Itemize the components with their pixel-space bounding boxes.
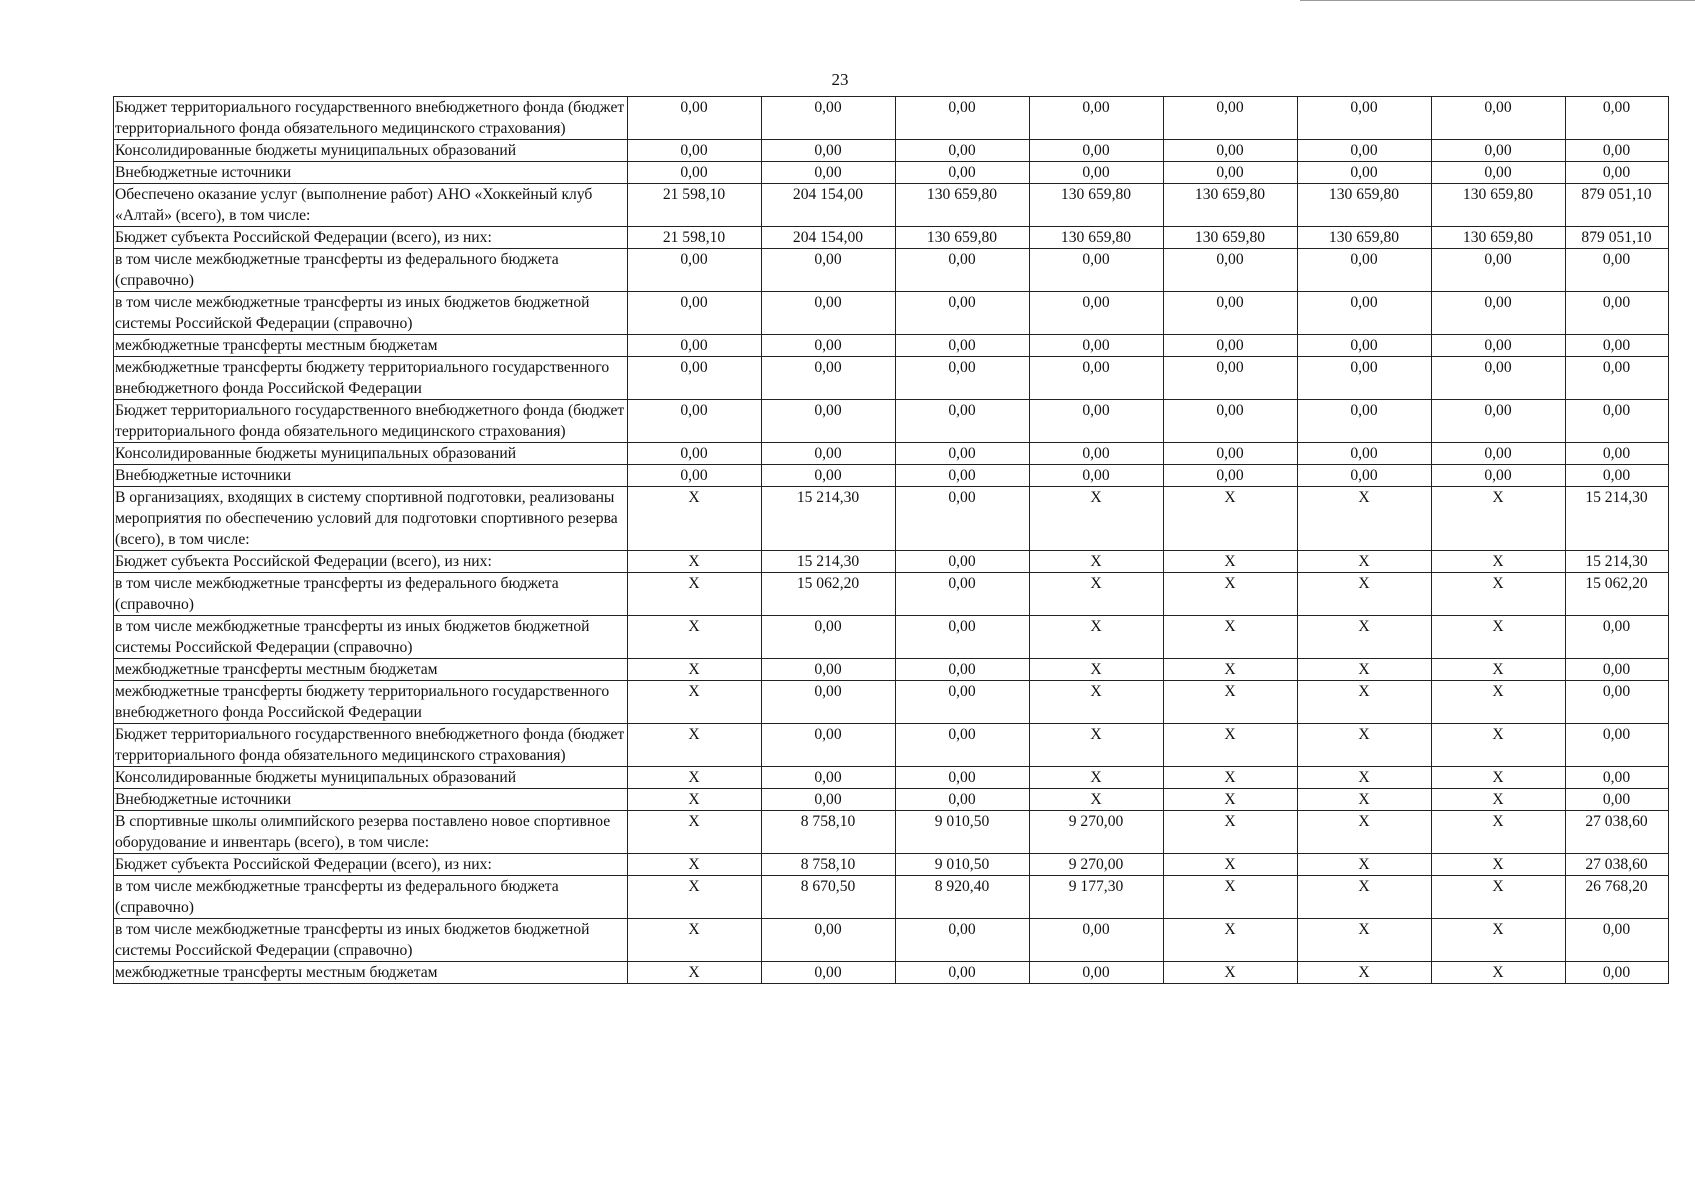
value-cell: 0,00 <box>1030 400 1164 443</box>
value-cell: 0,00 <box>1298 443 1432 465</box>
row-label: Консолидированные бюджеты муниципальных образований <box>114 443 628 465</box>
value-cell: 0,00 <box>896 724 1030 767</box>
value-cell: X <box>1298 854 1432 876</box>
value-cell: X <box>1298 616 1432 659</box>
row-label: Бюджет субъекта Российской Федерации (всего), из них: <box>114 551 628 573</box>
value-cell: 0,00 <box>1164 292 1298 335</box>
row-label: В спортивные школы олимпийского резерва поставлено новое спортивное оборудование и инвентарь (всего), в том числе: <box>114 811 628 854</box>
value-cell: 0,00 <box>1432 140 1566 162</box>
value-cell: 0,00 <box>1164 400 1298 443</box>
value-cell: 0,00 <box>762 357 896 400</box>
value-cell: 0,00 <box>1566 962 1669 984</box>
value-cell: 0,00 <box>896 465 1030 487</box>
value-cell: X <box>1164 724 1298 767</box>
scan-edge-line <box>1300 0 1695 1</box>
value-cell: 0,00 <box>1298 292 1432 335</box>
value-cell: 0,00 <box>1566 335 1669 357</box>
value-cell: 8 920,40 <box>896 876 1030 919</box>
table-row <box>114 854 1669 876</box>
row-label: в том числе межбюджетные трансферты из иных бюджетов бюджетной системы Российской Федерации (справочно) <box>114 616 628 659</box>
value-cell: X <box>628 811 762 854</box>
value-cell: 0,00 <box>1298 97 1432 140</box>
value-cell: 9 177,30 <box>1030 876 1164 919</box>
value-cell: 9 270,00 <box>1030 854 1164 876</box>
value-cell: X <box>1164 487 1298 551</box>
value-cell: X <box>1164 573 1298 616</box>
value-cell: 0,00 <box>1566 465 1669 487</box>
table-row <box>114 97 1669 140</box>
value-cell: 0,00 <box>896 162 1030 184</box>
value-cell: 0,00 <box>1164 357 1298 400</box>
value-cell: 204 154,00 <box>762 184 896 227</box>
value-cell: 0,00 <box>1030 335 1164 357</box>
value-cell: X <box>1164 811 1298 854</box>
value-cell: X <box>1030 767 1164 789</box>
row-label: в том числе межбюджетные трансферты из федерального бюджета (справочно) <box>114 249 628 292</box>
value-cell: 0,00 <box>1566 162 1669 184</box>
value-cell: 0,00 <box>628 292 762 335</box>
value-cell: X <box>1030 789 1164 811</box>
row-label: межбюджетные трансферты бюджету территориального государственного внебюджетного фонда Российской Федерации <box>114 357 628 400</box>
value-cell: 0,00 <box>762 443 896 465</box>
value-cell: 0,00 <box>628 140 762 162</box>
value-cell: X <box>628 573 762 616</box>
value-cell: 0,00 <box>1164 465 1298 487</box>
value-cell: X <box>628 789 762 811</box>
value-cell: 0,00 <box>1432 335 1566 357</box>
value-cell: X <box>1030 573 1164 616</box>
value-cell: X <box>628 724 762 767</box>
value-cell: 0,00 <box>762 292 896 335</box>
row-label: Внебюджетные источники <box>114 789 628 811</box>
value-cell: 27 038,60 <box>1566 854 1669 876</box>
value-cell: X <box>1164 962 1298 984</box>
value-cell: X <box>1164 659 1298 681</box>
value-cell: X <box>1030 487 1164 551</box>
value-cell: 0,00 <box>896 487 1030 551</box>
value-cell: X <box>1298 487 1432 551</box>
table-row <box>114 465 1669 487</box>
table-row <box>114 767 1669 789</box>
value-cell: 0,00 <box>762 140 896 162</box>
value-cell: 0,00 <box>1566 767 1669 789</box>
value-cell: 879 051,10 <box>1566 227 1669 249</box>
value-cell: 0,00 <box>896 97 1030 140</box>
value-cell: 15 062,20 <box>1566 573 1669 616</box>
value-cell: 0,00 <box>1298 249 1432 292</box>
value-cell: X <box>1298 659 1432 681</box>
value-cell: 130 659,80 <box>1432 227 1566 249</box>
value-cell: 0,00 <box>628 357 762 400</box>
value-cell: 130 659,80 <box>1298 184 1432 227</box>
value-cell: 0,00 <box>1030 962 1164 984</box>
value-cell: 0,00 <box>1164 140 1298 162</box>
value-cell: 0,00 <box>1298 335 1432 357</box>
value-cell: 0,00 <box>1432 443 1566 465</box>
value-cell: 0,00 <box>762 724 896 767</box>
value-cell: 0,00 <box>1566 292 1669 335</box>
value-cell: 15 214,30 <box>1566 487 1669 551</box>
value-cell: 0,00 <box>1432 400 1566 443</box>
value-cell: X <box>628 854 762 876</box>
value-cell: 9 010,50 <box>896 811 1030 854</box>
value-cell: X <box>1298 962 1432 984</box>
value-cell: 0,00 <box>1030 97 1164 140</box>
value-cell: X <box>1432 724 1566 767</box>
value-cell: 0,00 <box>1432 357 1566 400</box>
value-cell: X <box>1432 811 1566 854</box>
value-cell: 0,00 <box>1164 443 1298 465</box>
value-cell: 0,00 <box>762 97 896 140</box>
value-cell: 0,00 <box>1566 97 1669 140</box>
value-cell: 0,00 <box>1432 97 1566 140</box>
row-label: межбюджетные трансферты бюджету территориального государственного внебюджетного фонда Российской Федерации <box>114 681 628 724</box>
value-cell: 0,00 <box>896 681 1030 724</box>
value-cell: X <box>628 551 762 573</box>
value-cell: 21 598,10 <box>628 184 762 227</box>
value-cell: 0,00 <box>1030 162 1164 184</box>
table-row <box>114 919 1669 962</box>
value-cell: 0,00 <box>1298 162 1432 184</box>
row-label: в том числе межбюджетные трансферты из федерального бюджета (справочно) <box>114 573 628 616</box>
value-cell: 0,00 <box>1030 919 1164 962</box>
value-cell: X <box>628 876 762 919</box>
table-row <box>114 184 1669 227</box>
value-cell: 8 758,10 <box>762 854 896 876</box>
table-row <box>114 357 1669 400</box>
value-cell: X <box>1164 789 1298 811</box>
value-cell: 0,00 <box>1030 357 1164 400</box>
value-cell: 0,00 <box>1164 335 1298 357</box>
value-cell: 0,00 <box>1566 443 1669 465</box>
value-cell: X <box>1432 551 1566 573</box>
value-cell: 0,00 <box>896 767 1030 789</box>
value-cell: X <box>1432 919 1566 962</box>
value-cell: 0,00 <box>1164 162 1298 184</box>
row-label: межбюджетные трансферты местным бюджетам <box>114 659 628 681</box>
value-cell: 0,00 <box>1566 400 1669 443</box>
row-label: межбюджетные трансферты местным бюджетам <box>114 962 628 984</box>
value-cell: 9 270,00 <box>1030 811 1164 854</box>
value-cell: 0,00 <box>628 249 762 292</box>
value-cell: 879 051,10 <box>1566 184 1669 227</box>
value-cell: 0,00 <box>896 551 1030 573</box>
table-row <box>114 335 1669 357</box>
value-cell: 0,00 <box>896 616 1030 659</box>
value-cell: 0,00 <box>1298 357 1432 400</box>
row-label: Бюджет территориального государственного внебюджетного фонда (бюджет территориального фонда обязательного медицинского страхования) <box>114 400 628 443</box>
value-cell: 0,00 <box>1432 465 1566 487</box>
table-row <box>114 616 1669 659</box>
page-number: 23 <box>831 70 849 89</box>
value-cell: X <box>1030 616 1164 659</box>
value-cell: 0,00 <box>762 249 896 292</box>
value-cell: 15 062,20 <box>762 573 896 616</box>
value-cell: X <box>628 487 762 551</box>
value-cell: 21 598,10 <box>628 227 762 249</box>
value-cell: X <box>1164 919 1298 962</box>
table-row <box>114 400 1669 443</box>
row-label: в том числе межбюджетные трансферты из федерального бюджета (справочно) <box>114 876 628 919</box>
value-cell: 130 659,80 <box>1298 227 1432 249</box>
value-cell: 27 038,60 <box>1566 811 1669 854</box>
value-cell: 8 758,10 <box>762 811 896 854</box>
value-cell: 130 659,80 <box>1164 227 1298 249</box>
value-cell: 0,00 <box>1566 659 1669 681</box>
budget-table <box>113 96 1669 984</box>
row-label: Бюджет субъекта Российской Федерации (всего), из них: <box>114 854 628 876</box>
row-label: в том числе межбюджетные трансферты из иных бюджетов бюджетной системы Российской Федерации (справочно) <box>114 919 628 962</box>
value-cell: X <box>628 681 762 724</box>
value-cell: 0,00 <box>1566 249 1669 292</box>
value-cell: X <box>1164 767 1298 789</box>
value-cell: X <box>1298 811 1432 854</box>
row-label: Внебюджетные источники <box>114 465 628 487</box>
value-cell: X <box>1164 854 1298 876</box>
value-cell: 0,00 <box>1164 97 1298 140</box>
value-cell: 0,00 <box>762 162 896 184</box>
value-cell: 0,00 <box>1566 616 1669 659</box>
value-cell: 0,00 <box>628 443 762 465</box>
row-label: В организациях, входящих в систему спортивной подготовки, реализованы мероприятия по обеспечению условий для подготовки спортивного резерва (всего), в том числе: <box>114 487 628 551</box>
value-cell: X <box>1298 573 1432 616</box>
value-cell: 0,00 <box>762 616 896 659</box>
row-label: Консолидированные бюджеты муниципальных образований <box>114 767 628 789</box>
value-cell: X <box>1298 876 1432 919</box>
value-cell: X <box>1432 487 1566 551</box>
value-cell: 0,00 <box>896 249 1030 292</box>
value-cell: 0,00 <box>896 443 1030 465</box>
value-cell: 0,00 <box>1030 465 1164 487</box>
table-row <box>114 292 1669 335</box>
value-cell: 9 010,50 <box>896 854 1030 876</box>
value-cell: 0,00 <box>1566 357 1669 400</box>
value-cell: X <box>1432 876 1566 919</box>
table-row <box>114 551 1669 573</box>
value-cell: X <box>1298 767 1432 789</box>
table-row <box>114 227 1669 249</box>
value-cell: 0,00 <box>1432 292 1566 335</box>
value-cell: 0,00 <box>1566 919 1669 962</box>
value-cell: X <box>1164 551 1298 573</box>
row-label: Консолидированные бюджеты муниципальных образований <box>114 140 628 162</box>
value-cell: 204 154,00 <box>762 227 896 249</box>
value-cell: 0,00 <box>762 767 896 789</box>
value-cell: 0,00 <box>1030 443 1164 465</box>
table-row <box>114 140 1669 162</box>
value-cell: X <box>628 767 762 789</box>
value-cell: 0,00 <box>762 789 896 811</box>
table-row <box>114 659 1669 681</box>
value-cell: 0,00 <box>1030 249 1164 292</box>
value-cell: 130 659,80 <box>896 184 1030 227</box>
table-row <box>114 443 1669 465</box>
value-cell: 0,00 <box>762 659 896 681</box>
row-label: межбюджетные трансферты местным бюджетам <box>114 335 628 357</box>
value-cell: X <box>1298 724 1432 767</box>
value-cell: X <box>1030 724 1164 767</box>
value-cell: 15 214,30 <box>1566 551 1669 573</box>
value-cell: 0,00 <box>762 681 896 724</box>
value-cell: X <box>1432 789 1566 811</box>
value-cell: 15 214,30 <box>762 551 896 573</box>
table-row <box>114 249 1669 292</box>
value-cell: 0,00 <box>896 335 1030 357</box>
value-cell: X <box>1432 616 1566 659</box>
value-cell: X <box>1298 919 1432 962</box>
value-cell: 130 659,80 <box>1030 227 1164 249</box>
row-label: Бюджет территориального государственного внебюджетного фонда (бюджет территориального фонда обязательного медицинского страхования) <box>114 97 628 140</box>
value-cell: X <box>1432 659 1566 681</box>
value-cell: X <box>1432 681 1566 724</box>
value-cell: 0,00 <box>896 659 1030 681</box>
value-cell: 130 659,80 <box>896 227 1030 249</box>
table-row <box>114 487 1669 551</box>
value-cell: X <box>628 962 762 984</box>
value-cell: 130 659,80 <box>1030 184 1164 227</box>
row-label: Бюджет территориального государственного внебюджетного фонда (бюджет территориального фонда обязательного медицинского страхования) <box>114 724 628 767</box>
value-cell: 0,00 <box>896 962 1030 984</box>
row-label: Обеспечено оказание услуг (выполнение работ) АНО «Хоккейный клуб «Алтай» (всего), в том числе: <box>114 184 628 227</box>
value-cell: 0,00 <box>762 400 896 443</box>
value-cell: 26 768,20 <box>1566 876 1669 919</box>
table-row <box>114 162 1669 184</box>
table-body <box>114 97 1669 984</box>
value-cell: X <box>1030 659 1164 681</box>
value-cell: 0,00 <box>628 465 762 487</box>
value-cell: 0,00 <box>1298 465 1432 487</box>
value-cell: 0,00 <box>628 162 762 184</box>
value-cell: X <box>1298 551 1432 573</box>
value-cell: X <box>1164 681 1298 724</box>
value-cell: 0,00 <box>896 140 1030 162</box>
value-cell: 0,00 <box>896 573 1030 616</box>
value-cell: 0,00 <box>762 465 896 487</box>
value-cell: X <box>1030 681 1164 724</box>
value-cell: 0,00 <box>762 962 896 984</box>
value-cell: X <box>628 919 762 962</box>
value-cell: 0,00 <box>896 919 1030 962</box>
value-cell: X <box>1298 789 1432 811</box>
row-label: в том числе межбюджетные трансферты из иных бюджетов бюджетной системы Российской Федерации (справочно) <box>114 292 628 335</box>
value-cell: 0,00 <box>762 335 896 357</box>
table-row <box>114 789 1669 811</box>
value-cell: X <box>628 659 762 681</box>
value-cell: X <box>1432 962 1566 984</box>
value-cell: 8 670,50 <box>762 876 896 919</box>
value-cell: X <box>1030 551 1164 573</box>
row-label: Бюджет субъекта Российской Федерации (всего), из них: <box>114 227 628 249</box>
value-cell: 0,00 <box>896 357 1030 400</box>
value-cell: X <box>1432 573 1566 616</box>
value-cell: 0,00 <box>628 97 762 140</box>
value-cell: 130 659,80 <box>1432 184 1566 227</box>
table-row <box>114 573 1669 616</box>
value-cell: X <box>1164 616 1298 659</box>
value-cell: 0,00 <box>1298 140 1432 162</box>
value-cell: 0,00 <box>896 400 1030 443</box>
value-cell: X <box>1164 876 1298 919</box>
table-row <box>114 724 1669 767</box>
table-row <box>114 811 1669 854</box>
table-row <box>114 876 1669 919</box>
value-cell: 15 214,30 <box>762 487 896 551</box>
table-row <box>114 962 1669 984</box>
value-cell: 0,00 <box>1566 789 1669 811</box>
value-cell: X <box>1432 767 1566 789</box>
row-label: Внебюджетные источники <box>114 162 628 184</box>
value-cell: 0,00 <box>896 789 1030 811</box>
value-cell: X <box>628 616 762 659</box>
value-cell: 0,00 <box>1030 140 1164 162</box>
value-cell: 0,00 <box>1566 724 1669 767</box>
value-cell: 0,00 <box>1298 400 1432 443</box>
value-cell: 0,00 <box>1566 681 1669 724</box>
value-cell: 0,00 <box>1164 249 1298 292</box>
value-cell: 0,00 <box>762 919 896 962</box>
value-cell: 0,00 <box>628 400 762 443</box>
value-cell: X <box>1432 854 1566 876</box>
value-cell: 0,00 <box>1432 249 1566 292</box>
value-cell: 130 659,80 <box>1164 184 1298 227</box>
value-cell: X <box>1298 681 1432 724</box>
value-cell: 0,00 <box>628 335 762 357</box>
value-cell: 0,00 <box>1030 292 1164 335</box>
value-cell: 0,00 <box>896 292 1030 335</box>
table-row <box>114 681 1669 724</box>
value-cell: 0,00 <box>1432 162 1566 184</box>
value-cell: 0,00 <box>1566 140 1669 162</box>
